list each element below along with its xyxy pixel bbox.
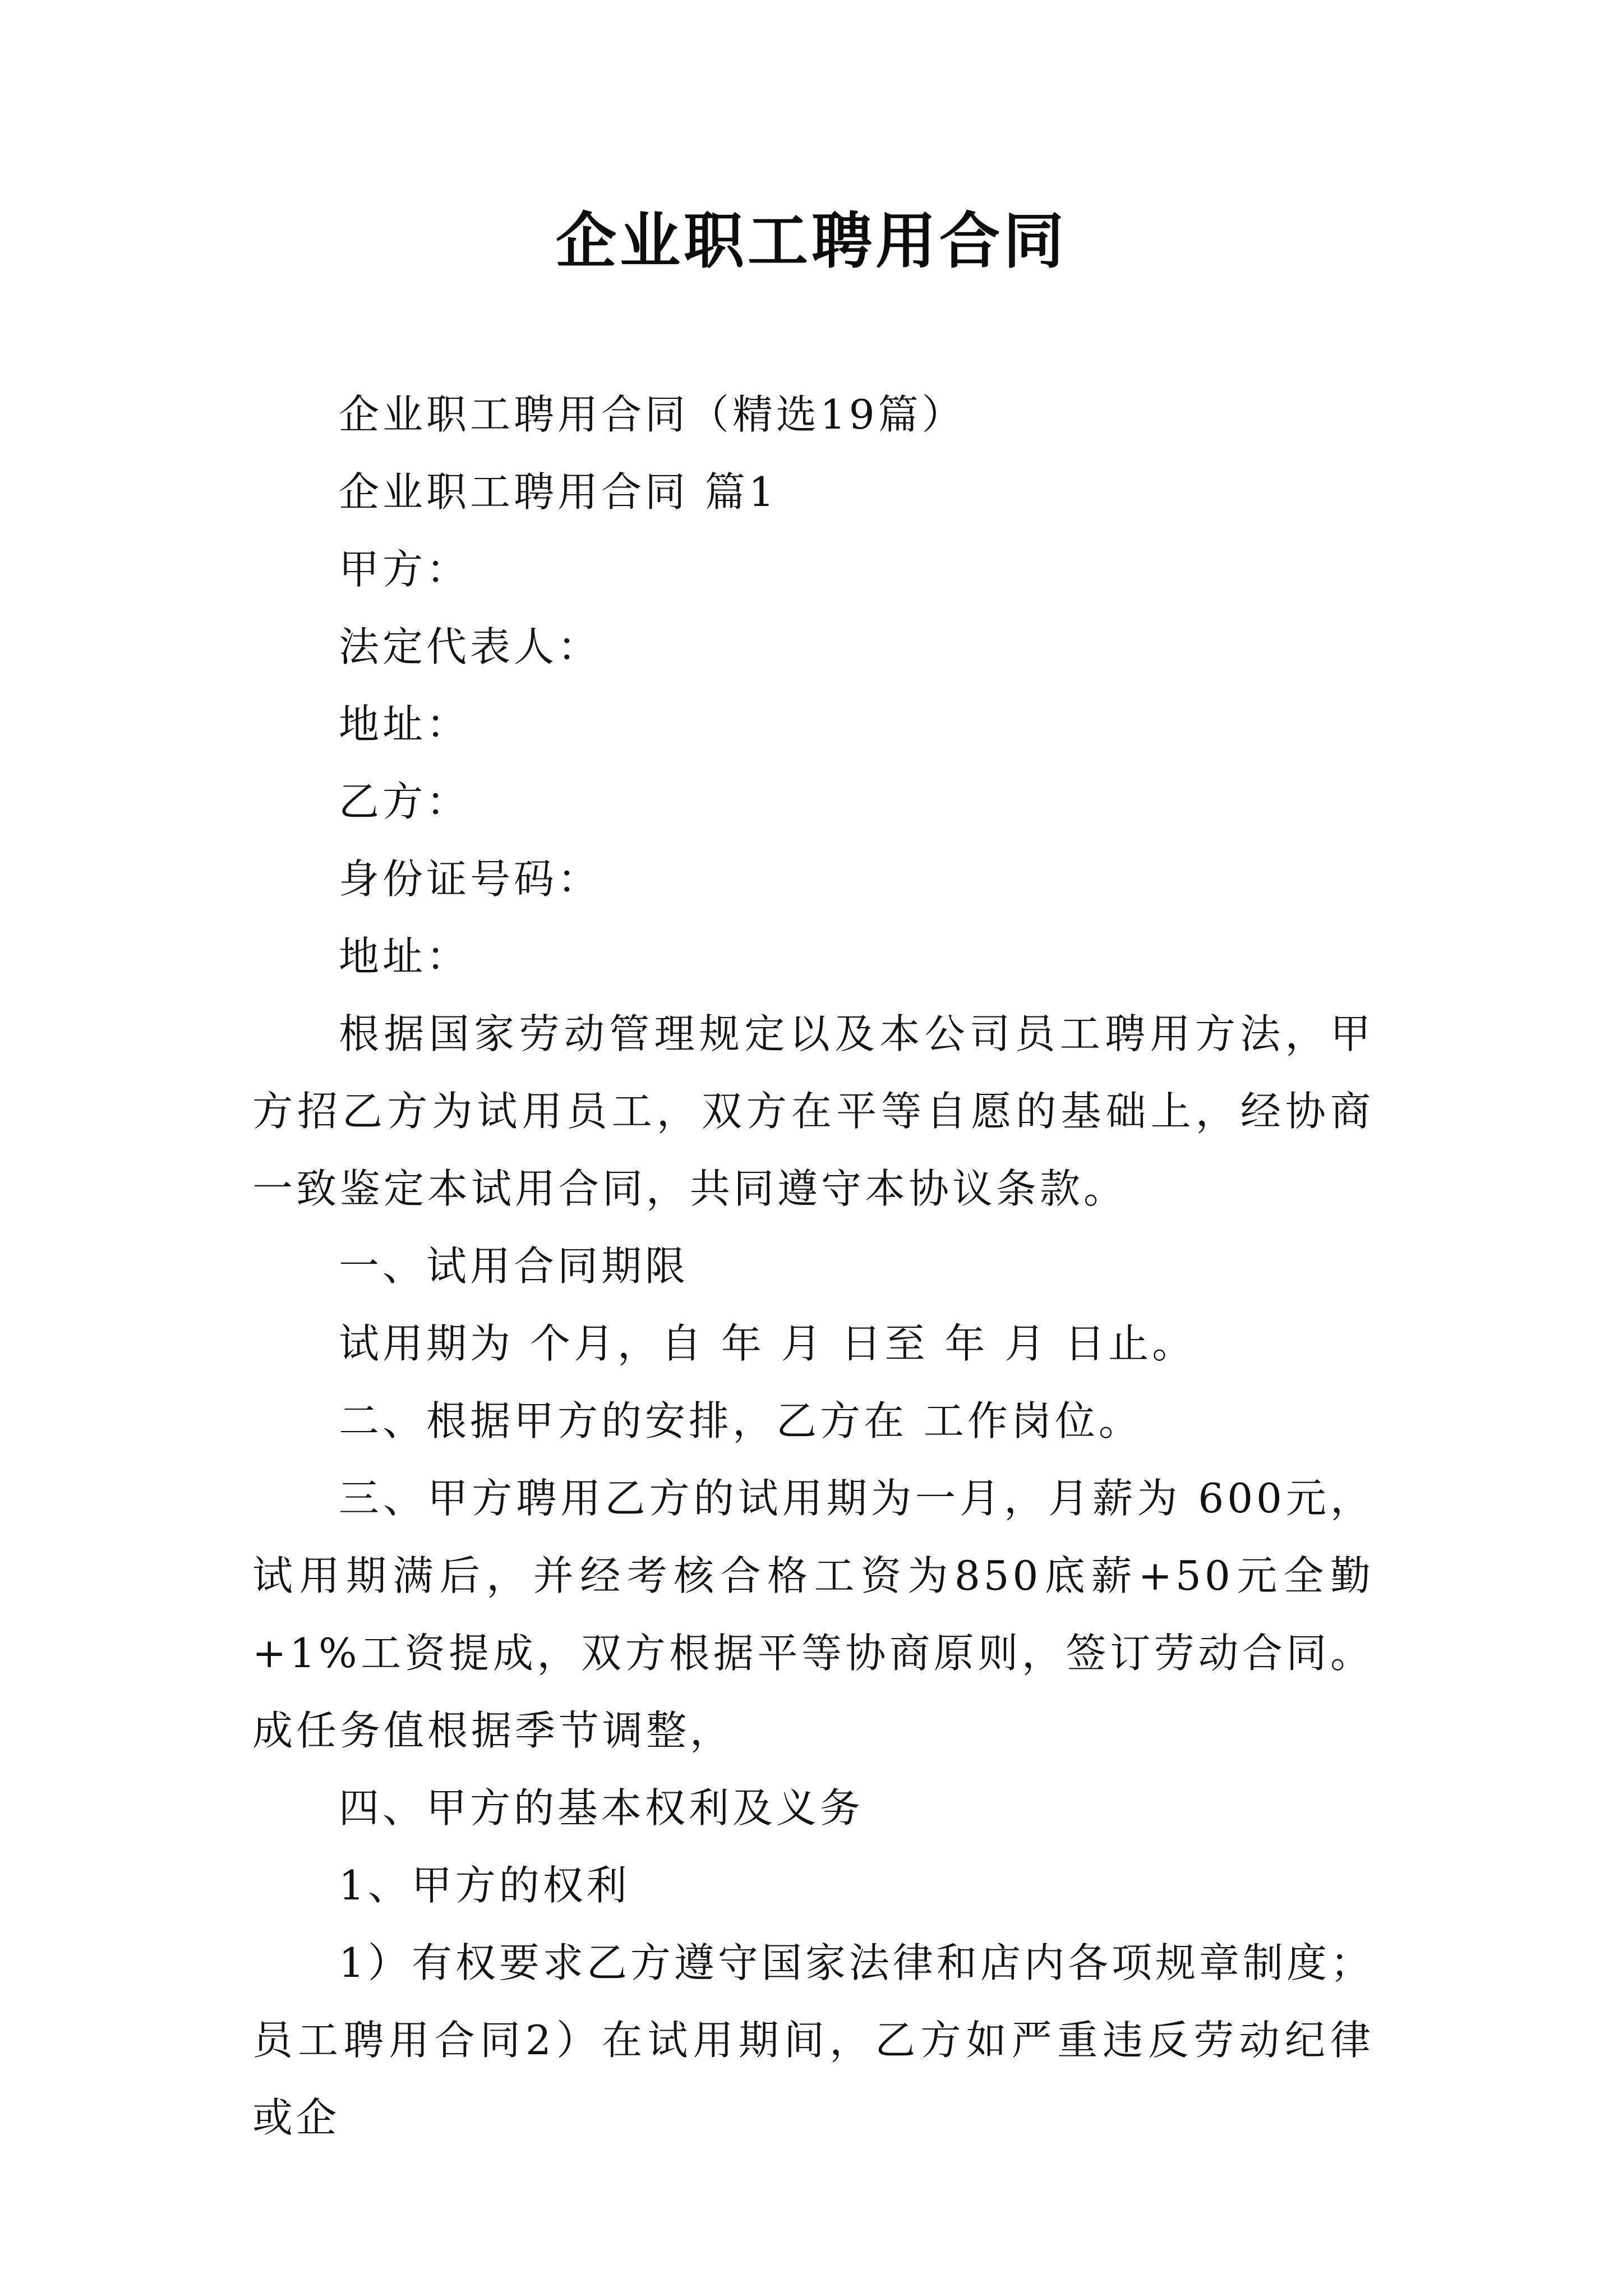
party-b-label: 乙方： bbox=[339, 778, 471, 825]
document-title: 企业职工聘用合同 bbox=[555, 206, 1067, 277]
clause-1-heading: 一、试用合同期限 bbox=[339, 1243, 689, 1290]
clause-4-heading: 四、甲方的基本权利及义务 bbox=[339, 1784, 864, 1832]
clause-1-body: 试用期为 个月，自 年 月 日至 年 月 日止。 bbox=[339, 1320, 1196, 1367]
party-a-address-label: 地址： bbox=[339, 701, 471, 748]
paragraph-section-heading: 企业职工聘用合同 篇1 bbox=[339, 468, 778, 516]
party-b-address-label: 地址： bbox=[339, 933, 471, 980]
party-a-label: 甲方： bbox=[339, 546, 471, 593]
clause-4-1-heading: 1、甲方的权利 bbox=[339, 1862, 630, 1909]
clause-4-1-body: 1）有权要求乙方遵守国家法律和店内各项规章制度；员工聘用合同2）在试用期间，乙方如严重违反劳动纪律或企 bbox=[252, 1939, 1374, 2141]
legal-representative-label: 法定代表人： bbox=[339, 623, 602, 670]
paragraph-intro: 根据国家劳动管理规定以及本公司员工聘用方法，甲方招乙方为试用员工，双方在平等自愿的基础上，经协商一致鉴定本试用合同，共同遵守本协议条款。 bbox=[252, 1010, 1374, 1212]
document-body bbox=[252, 376, 1374, 2156]
clause-2: 二、根据甲方的安排，乙方在 工作岗位。 bbox=[339, 1397, 1142, 1444]
clause-3: 三、甲方聘用乙方的试用期为一月，月薪为 600元，试用期满后，并经考核合格工资为850底薪+50元全勤+1%工资提成，双方根据平等协商原则，签订劳动合同。成任务值根据季节调整， bbox=[252, 1475, 1374, 1754]
paragraph-subtitle: 企业职工聘用合同（精选19篇） bbox=[339, 391, 966, 438]
id-number-label: 身份证号码： bbox=[339, 855, 602, 903]
